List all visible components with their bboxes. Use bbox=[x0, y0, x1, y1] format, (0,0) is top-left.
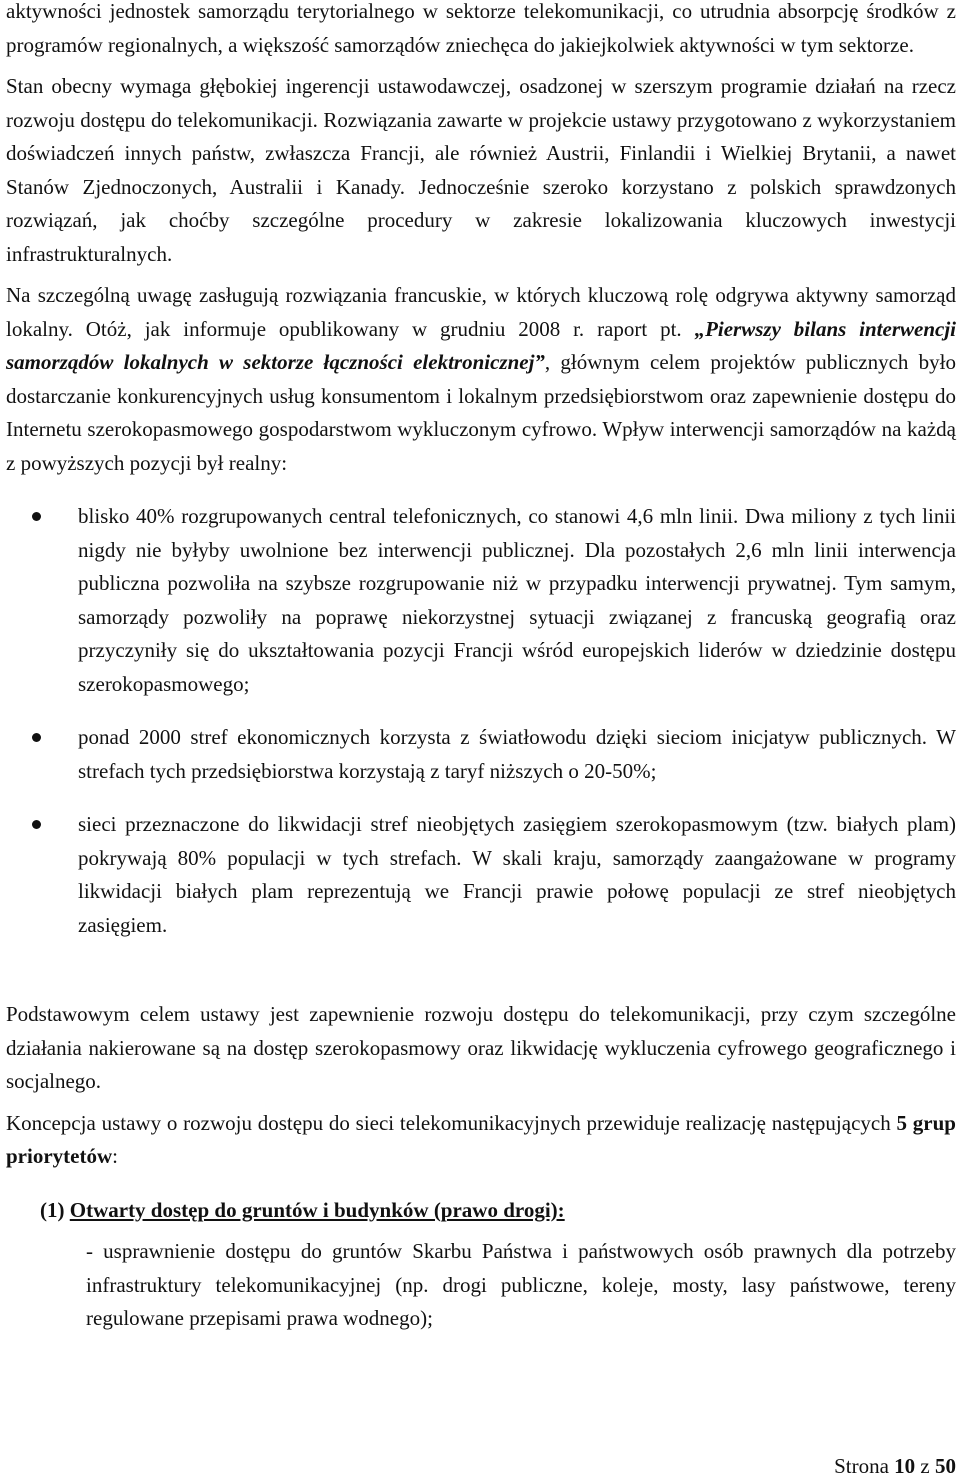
paragraph-concept-end: : bbox=[112, 1144, 118, 1168]
report-title: „Pierwszy bilans interwencji samorządów lokalnych w sektorze łączności elektronicznej” bbox=[6, 316, 957, 374]
footer-page-number: 10 bbox=[894, 1454, 916, 1478]
footer-total-pages: 50 bbox=[935, 1454, 956, 1478]
section-number: (1) bbox=[40, 1197, 65, 1222]
list-item-text: blisko 40% rozgrupowanych central telefonicznych, co stanowi 4,6 mln linii. Dwa miliony z tych linii nigdy nie byłyby uwolnione bez interwencji publicznej. Dla pozostałych 2,6 mln linii interwencja publiczna pozwoliła na szybsze rozgrupowanie niż w przypadku interwencji prywatnej. Tym samym, samorządy pozwoliły na poprawę niekorzystnej sytuacji związanej z francuską geografią oraz przyczyniły się do ukształtowania pozycji Francji wśród europejskich liderów w dziedzinie dostępu szerokopasmowego; bbox=[78, 504, 956, 696]
list-item bbox=[6, 808, 956, 942]
footer-label: Strona bbox=[834, 1454, 889, 1478]
paragraph-current-state: Stan obecny wymaga głębokiej ingerencji ustawodawczej, osadzonej w szerszym programie działań na rzecz rozwoju dostępu do telekomunikacji. Rozwiązania zawarte w projekcie ustawy przygotowano z wykorzystaniem doświadczeń innych państw, zwłaszcza Francji, ale również Austrii, Finlandii i Wielkiej Brytanii, a nawet Stanów Zjednoczonych, Australii i Kanady. Jednocześnie szeroko korzystano z polskich sprawdzonych rozwiązań, jak choćby szczególne procedury w zakresie lokalizowania kluczowych inwestycji infrastrukturalnych. bbox=[6, 74, 956, 266]
list-item bbox=[6, 500, 956, 701]
bullet-icon bbox=[32, 512, 41, 521]
paragraph-concept bbox=[6, 1107, 956, 1174]
section-heading bbox=[40, 1194, 956, 1228]
bullet-icon bbox=[32, 733, 41, 742]
section-title: Otwarty dostęp do gruntów i budynków (prawo drogi): bbox=[69, 1197, 565, 1222]
priority-groups: 5 grup priorytetów bbox=[6, 1110, 956, 1168]
paragraph-main-goal: Podstawowym celem ustawy jest zapewnienie rozwoju dostępu do telekomunikacji, przy czym szczególne działania nakierowane są na dostęp szerokopasmowy oraz likwidację wykluczenia cyfrowego geograficznego i socjalnego. bbox=[6, 1002, 956, 1093]
paragraph-french-rest: , głównym celem projektów publicznych było dostarczanie konkurencyjnych usług konsumentom i lokalnym przedsiębiorstwom oraz zapewnienie dostępu do Internetu szerokopasmowego gospodarstwom wykluczonym cyfrowo. Wpływ interwencji samorządów na każdą z powyższych pozycji był realny: bbox=[6, 350, 956, 475]
paragraph-continuation: aktywności jednostek samorządu terytorialnego w sektorze telekomunikacji, co utrudnia absorpcję środków z programów regionalnych, a większość samorządów zniechęca do jakiejkolwiek aktywności w tym sektorze. bbox=[6, 0, 956, 57]
section-item: - usprawnienie dostępu do gruntów Skarbu Państwa i państwowych osób prawnych dla potrzeby infrastruktury telekomunikacyjnej (np. drogi publiczne, koleje, mosty, lasy państwowe, tereny regulowane przepisami prawa wodnego); bbox=[86, 1239, 956, 1330]
bullet-icon bbox=[32, 820, 41, 829]
footer-of: z bbox=[920, 1454, 930, 1478]
list-item-text: ponad 2000 stref ekonomicznych korzysta z światłowodu dzięki sieciom inicjatyw publicznych. W strefach tych przedsiębiorstwa korzystają z taryf niższych o 20-50%; bbox=[78, 725, 956, 783]
list-item-text: sieci przeznaczone do likwidacji stref nieobjętych zasięgiem szerokopasmowym (tzw. białych plam) pokrywają 80% populacji w tych strefach. W skali kraju, samorządy zaangażowane w programy likwidacji białych plam reprezentują we Francji prawie połowę populacji ze stref nieobjętych zasięgiem. bbox=[78, 812, 956, 937]
document-page bbox=[6, 0, 956, 1336]
page-footer bbox=[834, 1450, 956, 1484]
paragraph-french-intro: Na szczególną uwagę zasługują rozwiązania francuskie, w których kluczową rolę odgrywa aktywny samorząd lokalny. Otóż, jak informuje opublikowany w grudniu 2008 r. raport pt. bbox=[6, 283, 956, 341]
paragraph-concept-intro: Koncepcja ustawy o rozwoju dostępu do sieci telekomunikacyjnych przewiduje realizację następujących bbox=[6, 1110, 897, 1135]
list-item bbox=[6, 721, 956, 788]
paragraph-french-solutions bbox=[6, 279, 956, 480]
bullet-list bbox=[6, 500, 956, 942]
